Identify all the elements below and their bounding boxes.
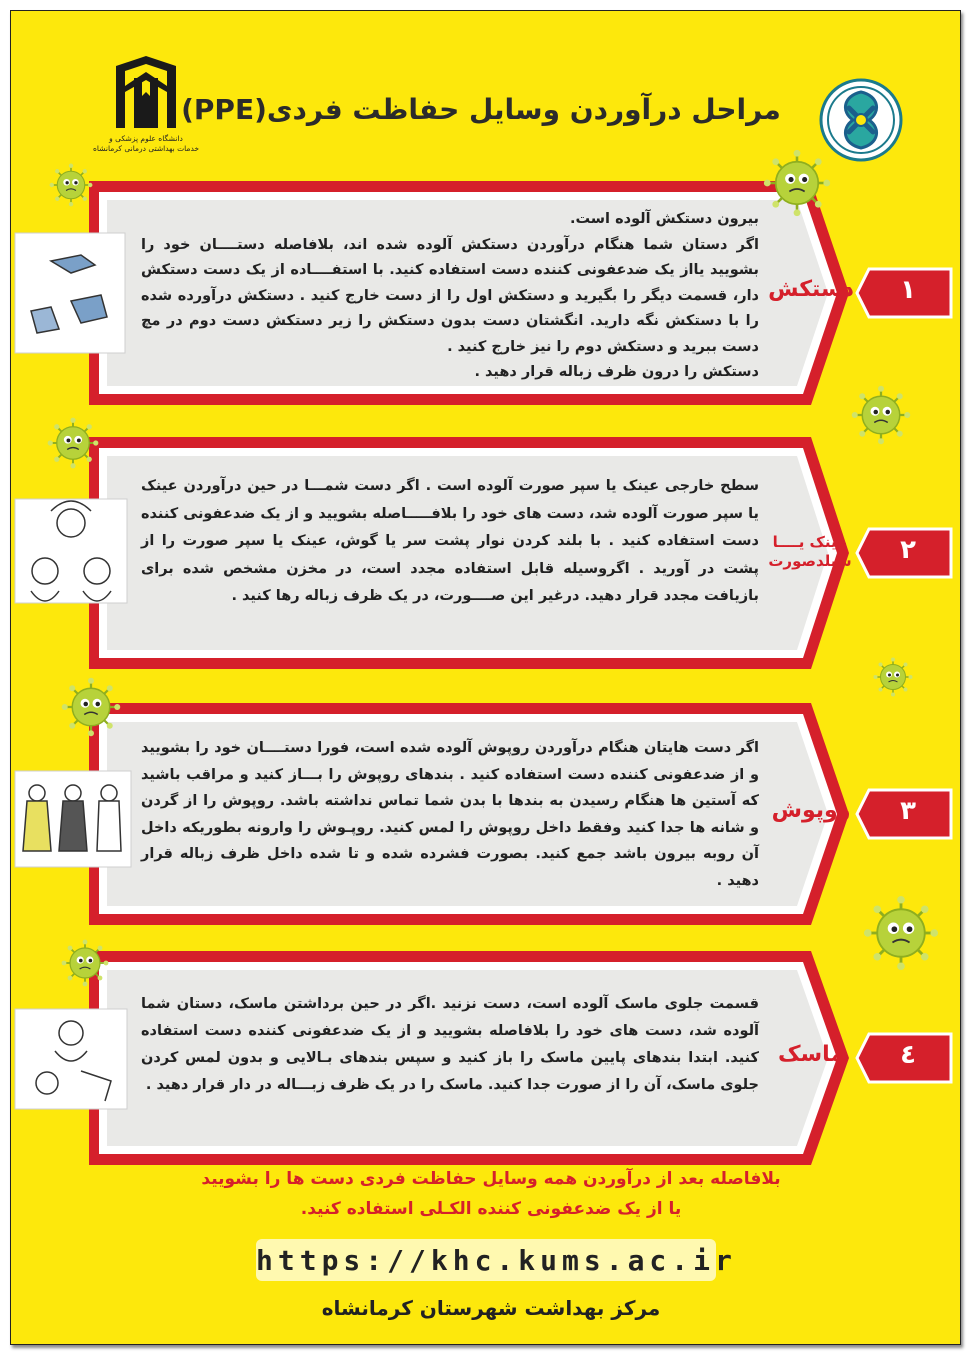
- virus-icon: [50, 164, 93, 207]
- center-name: مرکز بهداشت شهرستان کرمانشاه: [321, 1296, 661, 1320]
- step3-number: ۳: [900, 796, 916, 826]
- university-caption-line1: دانشگاه علوم پزشکی و: [109, 134, 183, 143]
- page-title: مراحل درآوردن وسایل حفاظت فردی(PPE): [181, 93, 781, 126]
- step3-label: روپوش: [771, 798, 851, 823]
- footer-warning-line2: یا از یک ضدعفونی کننده الکـلی استفاده کنید.: [300, 1199, 682, 1219]
- website-link[interactable]: https://khc.kums.ac.ir: [256, 1244, 737, 1277]
- step1-number: ۱: [900, 275, 916, 305]
- step2-label-line1: عینک یــــا: [772, 533, 848, 551]
- poster: [10, 10, 961, 1345]
- step1-text: بیرون دستکش آلوده است. اگر دستان شما هنگام درآوردن دستکش آلوده شده اند، بلافاصله دستــــان خود را بشویید یااز یک ضدعفونی کننده دست استفاده کنید. با استفــــاده از یک دست دستکش دار، قسمت دیگر را بگیرید و دستکش اول را از دست خارج کنید . دستکش درآورده شده را با دستکش نگه دارید. انگشتان دست بدون دستکش را زیر دستکش دست دوم در مچ دست ببرید و دستکش دوم را نیز خارج کنید . دستکش را درون ظرف زباله قرار دهید .: [141, 211, 759, 380]
- footer-warning-line1: بلافاصله بعد از درآوردن همه وسایل حفاظت فردی دست ها را بشویید: [201, 1169, 781, 1189]
- step2-number: ۲: [900, 535, 916, 565]
- step2-label: [759, 533, 861, 571]
- step2-label-line2: شیلدصورت: [768, 552, 852, 570]
- step2-text: سطح خارجی عینک یا سپر صورت آلوده است . اگر دست شمـــا در حین درآوردن عینک یا سپر صورت آلوده شد، دست های خود را بلافـــــاصله بشویید و از یک ضدعفونی کننده دست استفاده کنید . با بلند کردن نوار پشت سر یا گوش، عینک یا سپر صورت را از پشت در آورید . اگروسیله قابل استفاده مجدد است، در مخزن مشخص شده برای بازیافت مجدد قرار دهید. درغیر این صــــورت، در یک ظرف زباله رها کنید .: [141, 478, 759, 604]
- step4-number: ٤: [900, 1040, 916, 1070]
- step3-text: اگر دست هایتان هنگام درآوردن روپوش آلوده شده است، فورا دستــــان خود را بشویید و از ضدعفونی کننده دست استفاده کنید . بندهای روپوش را بـــاز کنید و مراقب باشید که آستین ها هنگام رسیدن به بندها با بدن شما تماس نداشته باشد. روپوش را از گردن و شانه ها جدا کنید وفقط داخل روپوش را لمس کنید. روپـوش را وارونه بطوریکه داخل آن روبه بیرون باشد جمع کنید. بصورت فشرده شده و تا شده داخل ظرف زباله قرار دهید .: [141, 740, 759, 889]
- virus-icon: [764, 150, 830, 216]
- step4-label: ماسک: [777, 1042, 845, 1067]
- step4-text: قسمت جلوی ماسک آلوده است، دست نزنید .اگر در حین برداشتن ماسک، دستان شما آلوده شد، دست های خود را بلافاصله بشویید و از یک ضدعفونی کننده دست استفاده کنید. ابتدا بندهای پایین ماسک را باز کنید و سپس بندهای بـالایی و بدون لمس کردن جلوی ماسک، آن را از صورت جدا کنید. ماسک را در یک ظرف زبـــاله در دار قرار دهید .: [141, 996, 759, 1093]
- university-caption-line2: خدمات بهداشتی درمانی کرمانشاه: [92, 144, 200, 153]
- step1-label: دستکش: [768, 277, 854, 302]
